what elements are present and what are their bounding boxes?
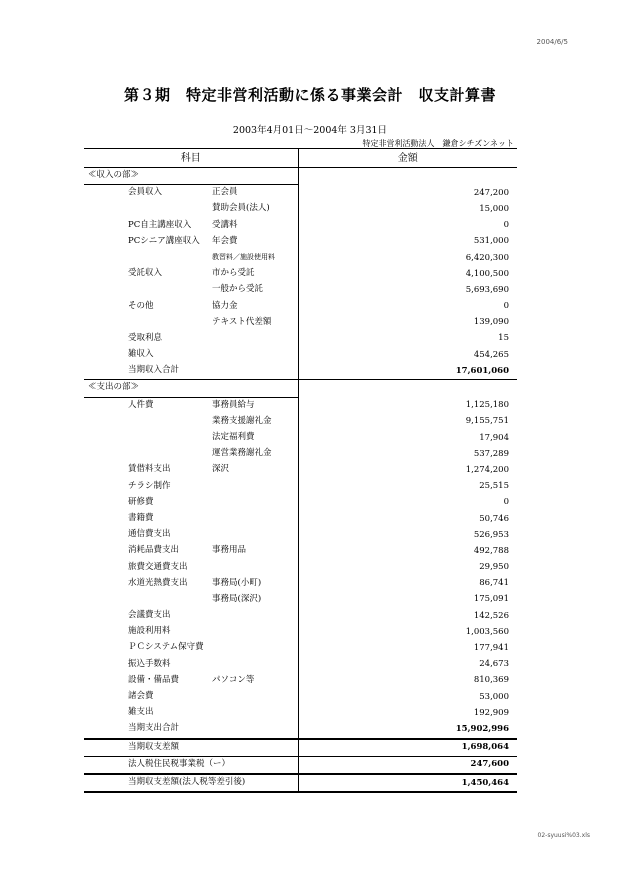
row-amount: 15,902,996 (298, 721, 517, 738)
row-amount: 175,091 (473, 594, 509, 605)
row-amount: 4,100,500 (465, 268, 509, 279)
row-amount: 86,741 (479, 578, 509, 589)
section-label: ≪支出の部≫ (88, 382, 140, 393)
account-category: 施設利用料 (128, 626, 171, 637)
row-amount: 247,600 (298, 756, 517, 774)
account-subitem: 年会費 (212, 235, 238, 246)
row-amount: 17,601,060 (298, 363, 517, 380)
row-amount: 50,746 (479, 513, 509, 524)
table-row (84, 331, 517, 347)
table-row (84, 527, 517, 543)
row-amount: 1,003,560 (465, 626, 509, 637)
row-item-cell (84, 446, 298, 462)
table-row (84, 560, 517, 576)
file-code: 02-syuusi%03.xls (537, 832, 590, 839)
account-subitem: 法定福利費 (212, 432, 255, 442)
account-category: 法人税住民税事業税（ー） (128, 758, 231, 769)
account-subitem: 業務支援謝礼金 (212, 415, 272, 426)
table-row (84, 299, 517, 315)
row-item-cell (84, 250, 298, 266)
row-amount: 492,788 (473, 545, 509, 556)
row-item-cell (84, 673, 298, 689)
table-row (84, 462, 517, 478)
header-item: 科目 (84, 149, 298, 168)
account-category: 書籍費 (128, 512, 154, 523)
account-category: チラシ制作 (128, 480, 171, 491)
table-row (84, 640, 517, 656)
row-amount: 537,289 (473, 448, 509, 459)
row-amount: 192,909 (473, 707, 509, 718)
row-amount: 142,526 (473, 610, 509, 621)
account-category: 受取利息 (128, 332, 163, 343)
fiscal-period: 2003年4月01日～2004年 3月31日 (232, 125, 388, 136)
table-header-row (84, 149, 517, 168)
account-subitem: 市から受託 (212, 268, 255, 279)
table-row (84, 592, 517, 608)
table-row (84, 234, 517, 250)
date-stamp: 2004/6/5 (536, 38, 568, 46)
row-amount: 25,515 (479, 481, 509, 492)
table-row (84, 576, 517, 592)
table-row (84, 414, 517, 430)
row-item-cell (84, 640, 298, 656)
account-subitem: 事務局(深沢) (212, 593, 262, 604)
row-item-cell (84, 299, 298, 315)
account-category: PCシニア講座収入 (128, 235, 200, 246)
row-item-cell (84, 560, 298, 576)
account-category: 受託収入 (128, 268, 163, 279)
table-row (84, 266, 517, 282)
row-item-cell (84, 576, 298, 592)
account-category: 雑収入 (128, 349, 154, 360)
row-amount: 1,698,064 (298, 739, 517, 757)
row-amount: 1,450,464 (298, 774, 517, 792)
account-category: 設備・備品費 (128, 674, 180, 685)
row-item-cell (84, 479, 298, 495)
row-amount: 24,673 (479, 659, 509, 670)
row-item-cell (84, 414, 298, 430)
row-amount: 454,265 (473, 349, 509, 360)
row-item-cell (84, 756, 298, 774)
account-category: 当期収支差額 (128, 741, 180, 752)
row-item-cell (84, 543, 298, 559)
account-subitem: 教習料／施設使用料 (212, 252, 275, 261)
account-category: 当期収支差額(法人税等差引後) (128, 776, 246, 787)
row-amount: 0 (503, 301, 509, 312)
row-item-cell (84, 266, 298, 282)
account-category: 雑支出 (128, 707, 154, 718)
account-subitem: 深沢 (212, 464, 230, 475)
row-item-cell (84, 774, 298, 792)
row-item-cell (84, 721, 298, 738)
account-subitem: 事務用品 (212, 545, 247, 556)
row-amount: 53,000 (479, 691, 509, 702)
row-item-cell (84, 657, 298, 673)
account-subitem: 事務員給与 (212, 399, 255, 410)
table-row (84, 543, 517, 559)
table-row (84, 430, 517, 446)
header-amount: 金額 (298, 149, 517, 168)
account-category: 研修費 (128, 496, 154, 507)
row-amount: 810,369 (473, 675, 509, 686)
account-category: 消耗品費支出 (128, 545, 180, 556)
row-item-cell (84, 331, 298, 347)
table-row (84, 624, 517, 640)
account-subitem: 賛助会員(法人) (212, 203, 270, 214)
table-row (84, 185, 517, 202)
account-subitem: 正会員 (212, 187, 238, 198)
account-category: 振込手数料 (128, 658, 171, 669)
account-category: ＰＣシステム保守費 (128, 642, 204, 653)
row-item-cell (84, 234, 298, 250)
table-row (84, 479, 517, 495)
row-item-cell (84, 705, 298, 721)
table-row (84, 774, 517, 792)
account-category: 水道光熱費支出 (128, 577, 188, 588)
table-row (84, 739, 517, 757)
account-subitem: パソコン等 (212, 674, 255, 685)
table-row (84, 168, 517, 185)
row-item-cell (84, 495, 298, 511)
row-amount: 0 (503, 220, 509, 231)
row-item-cell (84, 689, 298, 705)
table-row (84, 689, 517, 705)
row-item-cell (84, 185, 298, 202)
row-item-cell (84, 315, 298, 331)
account-subitem: 事務局(小町) (212, 577, 262, 588)
row-amount: 526,953 (473, 529, 509, 540)
table-row (84, 721, 517, 738)
row-item-cell (84, 608, 298, 624)
table-row (84, 380, 517, 397)
table-row (84, 201, 517, 217)
row-amount: 17,904 (479, 432, 509, 443)
table-row (84, 495, 517, 511)
table-row (84, 673, 517, 689)
table-row (84, 705, 517, 721)
account-category: 人件費 (128, 399, 154, 410)
account-subitem: テキスト代差額 (212, 316, 272, 327)
section-label: ≪収入の部≫ (88, 170, 140, 180)
row-amount: 5,693,690 (465, 284, 509, 295)
account-category: 会議費支出 (128, 610, 171, 621)
row-amount: 15 (498, 333, 509, 344)
table-row (84, 446, 517, 462)
account-category: 諸会費 (128, 691, 154, 701)
document-title: 第３期 特定非営利活動に係る事業会計 収支計算書 (123, 86, 496, 104)
table-row (84, 218, 517, 234)
account-category: その他 (128, 300, 154, 311)
row-amount (298, 380, 517, 397)
row-amount: 0 (503, 497, 509, 508)
row-item-cell (84, 430, 298, 446)
table-row (84, 511, 517, 527)
table-row (84, 282, 517, 298)
account-category: PC自主講座収入 (128, 219, 192, 230)
row-amount: 531,000 (473, 236, 509, 247)
account-subitem: 協力金 (212, 300, 238, 311)
row-item-cell (84, 347, 298, 363)
row-amount: 139,090 (473, 317, 509, 328)
organization-name: 特定非営利活動法人 鎌倉シチズンネット (362, 139, 514, 148)
income-expense-table (84, 148, 517, 793)
row-item-cell (84, 739, 298, 757)
row-amount: 9,155,751 (465, 416, 509, 427)
table-row (84, 315, 517, 331)
account-subitem: 一般から受託 (212, 284, 264, 295)
row-amount: 29,950 (479, 562, 509, 573)
account-category: 会員収入 (128, 187, 163, 198)
table-row (84, 347, 517, 363)
table-row (84, 756, 517, 774)
row-amount (298, 168, 517, 185)
row-item-cell (84, 218, 298, 234)
table-row (84, 657, 517, 673)
account-category: 当期支出合計 (128, 723, 180, 734)
account-category: 通信費支出 (128, 529, 171, 540)
row-amount: 247,200 (473, 187, 509, 198)
row-item-cell (84, 380, 298, 397)
row-amount: 177,941 (473, 643, 509, 654)
row-amount: 6,420,300 (465, 252, 509, 263)
table-row (84, 250, 517, 266)
row-item-cell (84, 624, 298, 640)
row-amount: 1,125,180 (465, 399, 509, 410)
table-row (84, 397, 517, 414)
table-row (84, 608, 517, 624)
account-category: 旅費交通費支出 (128, 561, 188, 572)
row-item-cell (84, 168, 298, 185)
row-item-cell (84, 527, 298, 543)
table-row (84, 363, 517, 380)
row-item-cell (84, 282, 298, 298)
row-item-cell (84, 363, 298, 380)
row-item-cell (84, 201, 298, 217)
account-category: 当期収入合計 (128, 365, 180, 376)
row-item-cell (84, 397, 298, 414)
account-category: 賃借料支出 (128, 464, 171, 475)
row-amount: 15,000 (479, 203, 509, 214)
account-subitem: 運営業務謝礼金 (212, 448, 272, 459)
row-item-cell (84, 462, 298, 478)
row-item-cell (84, 511, 298, 527)
row-amount: 1,274,200 (465, 464, 509, 475)
row-item-cell (84, 592, 298, 608)
account-subitem: 受講料 (212, 219, 238, 230)
